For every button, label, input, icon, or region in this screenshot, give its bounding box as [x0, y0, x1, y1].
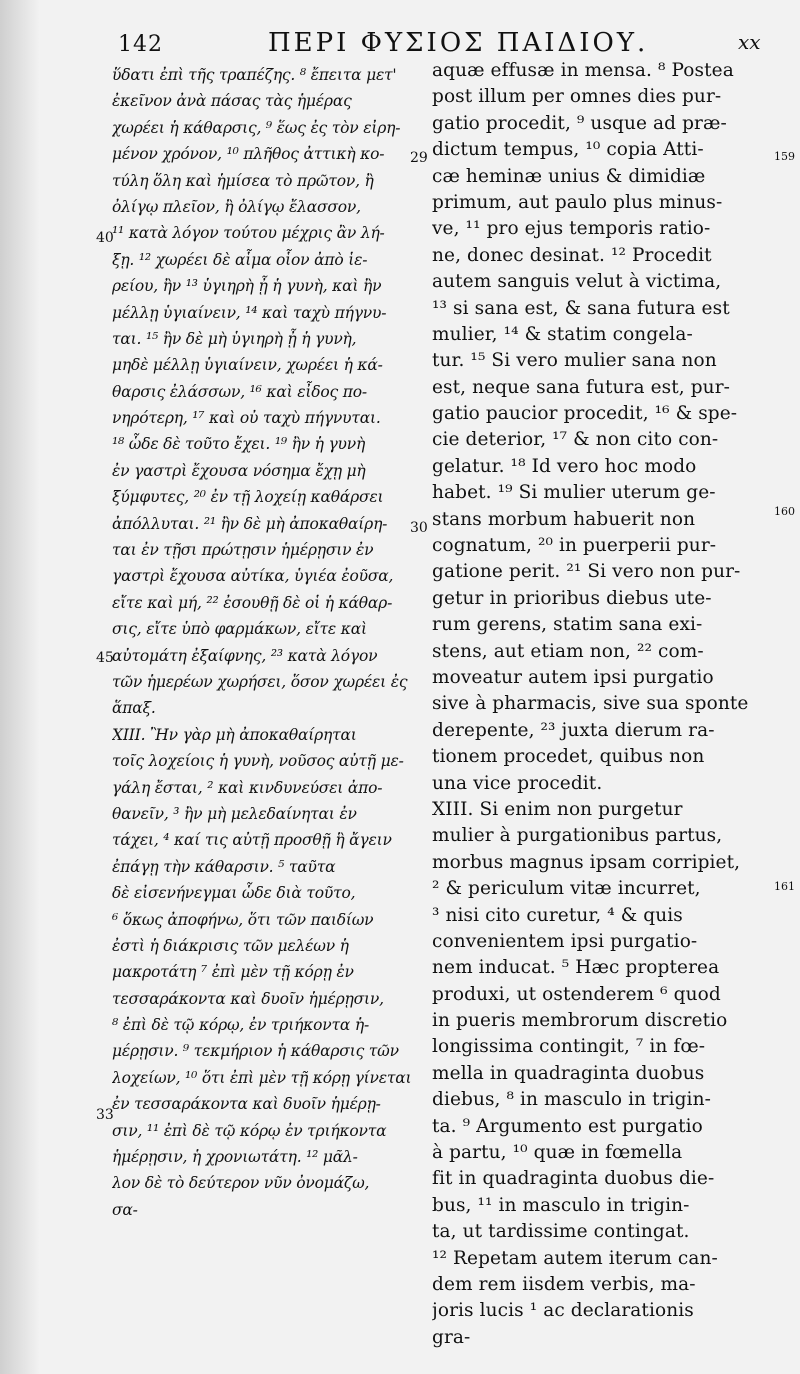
latin-text-line: ve, ¹¹ pro ejus temporis ratio- [432, 218, 711, 240]
latin-text-line: gatio procedit, ⁹ usque ad præ- [432, 112, 727, 134]
latin-text-line: rum gerens, statim sana exi- [432, 614, 703, 636]
greek-text-line: ⁶ ὅκως ἀποφήνω, ὅτι τῶν παιδίων [112, 910, 374, 929]
latin-text-column [432, 58, 772, 1351]
latin-text-line: convenientem ipsi purgatio- [432, 930, 698, 952]
latin-text-line: joris lucis ¹ ac declarationis [432, 1300, 694, 1322]
greek-text-line: τύλη ὅλη καὶ ἡμίσεα τὸ πρῶτον, ἢ [112, 171, 374, 190]
greek-text-line: γάλη ἔσται, ² καὶ κινδυνεύσει ἀπο- [112, 778, 383, 797]
latin-text-line: ta, ut tardissime contingat. [432, 1221, 690, 1243]
latin-text-line: cognatum, ²⁰ in puerperii pur- [432, 535, 717, 557]
latin-text-line: ¹² Repetam autem iterum can- [432, 1247, 718, 1269]
line-number-right: 159 [774, 150, 795, 163]
greek-text-line: θανεῖν, ³ ἢν μὴ μελεδαίνηται ἐν [112, 804, 357, 823]
greek-text-line: λοχείων, ¹⁰ ὅτι ἐπὶ μὲν τῇ κόρῃ γίνεται [112, 1068, 412, 1087]
greek-text-line: ται. ¹⁵ ἢν δὲ μὴ ὑγιηρὴ ᾖ ἡ γυνὴ, [112, 329, 357, 348]
latin-text-line: tur. ¹⁵ Si vero mulier sana non [432, 350, 717, 372]
greek-text-line: χωρέει ἡ κάθαρσις, ⁹ ἕως ἐς τὸν εἰρη- [112, 118, 401, 137]
greek-text-line: γαστρὶ ἔχουσα αὐτίκα, ὑγιέα ἐοῦσα, [112, 567, 394, 586]
greek-text-line: ἡμέρῃσιν, ἡ χρονιωτάτη. ¹² μᾶλ- [112, 1148, 358, 1167]
greek-text-line: νηρότερη, ¹⁷ καὶ οὐ ταχὺ πήγνυται. [112, 409, 381, 428]
greek-text-line: τάχει, ⁴ καί τις αὐτῇ προσθῇ ἣ ἄγειν [112, 831, 392, 850]
line-number-right: 161 [774, 880, 795, 893]
greek-text-line: ξῃ. ¹² χωρέει δὲ αἷμα οἷον ἀπὸ ἱε- [112, 250, 368, 269]
line-number-middle: 30 [410, 520, 428, 536]
greek-text-line: αὐτομάτη ἐξαίφνης, ²³ κατὰ λόγον [112, 646, 378, 665]
greek-text-line: σα- [112, 1200, 138, 1219]
latin-text-line: moveatur autem ipsi purgatio [432, 666, 714, 688]
line-number-left: 33 [96, 1107, 114, 1123]
page-number: 142 [118, 32, 163, 57]
latin-text-line: gra- [432, 1326, 471, 1348]
latin-text-line: getur in prioribus diebus ute- [432, 587, 712, 609]
latin-text-line: diebus, ⁸ in masculo in trigin- [432, 1089, 711, 1111]
line-number-right: 160 [774, 505, 795, 518]
latin-text-line: dictum tempus, ¹⁰ copia Atti- [432, 139, 704, 161]
latin-text-line: longissima contingit, ⁷ in fœ- [432, 1036, 706, 1058]
latin-text-line: autem sanguis velut à victima, [432, 271, 722, 293]
greek-text-line: εἴτε καὶ μή, ²² ἐσουθῇ δὲ οἱ ἡ κάθαρ- [112, 593, 393, 612]
latin-text-line: mella in quadraginta duobus [432, 1062, 705, 1084]
latin-text-line: cie deterior, ¹⁷ & non cito con- [432, 429, 719, 451]
signature-mark: xx [738, 30, 761, 54]
latin-text-line: gatio paucior procedit, ¹⁶ & spe- [432, 403, 738, 425]
greek-text-line: ρείου, ἢν ¹³ ὑγιηρὴ ᾖ ἡ γυνὴ, καὶ ἢν [112, 277, 382, 296]
greek-text-line: μηδὲ μέλλῃ ὑγιαίνειν, χωρέει ἡ κά- [112, 356, 383, 375]
greek-text-line: τεσσαράκοντα καὶ δυοῖν ἡμέρῃσιν, [112, 989, 384, 1008]
latin-text-line: habet. ¹⁹ Si mulier uterum ge- [432, 482, 716, 504]
latin-text-line: ³ nisi cito curetur, ⁴ & quis [432, 904, 683, 926]
latin-text-line: est, neque sana futura est, pur- [432, 376, 730, 398]
greek-text-line: σιν, ¹¹ ἐπὶ δὲ τῷ κόρῳ ἐν τριήκοντα [112, 1121, 387, 1140]
greek-text-line: ξύμφυτες, ²⁰ ἐν τῇ λοχείῃ καθάρσει [112, 488, 384, 507]
latin-text-line: sive à pharmacis, sive sua sponte [432, 693, 749, 715]
latin-text-line: fit in quadraginta duobus die- [432, 1168, 715, 1190]
latin-text-line: aquæ effusæ in mensa. ⁸ Postea [432, 60, 734, 81]
greek-text-line: ἐστὶ ἡ διάκρισις τῶν μελέων ἡ [112, 936, 349, 955]
greek-text-line: ἀπόλλυται. ²¹ ἢν δὲ μὴ ἀποκαθαίρη- [112, 514, 388, 533]
greek-text-column [112, 62, 422, 1223]
greek-text-line: θαρσις ἐλάσσων, ¹⁶ καὶ εἶδος πο- [112, 382, 367, 401]
greek-text-line: μακροτάτη ⁷ ἐπὶ μὲν τῇ κόρῃ ἐν [112, 963, 354, 982]
line-number-middle: 29 [410, 150, 428, 166]
latin-text-line: tionem procedet, quibus non [432, 746, 705, 768]
greek-text-line: τοῖς λοχείοις ἡ γυνὴ, νοῦσος αὐτῇ με- [112, 752, 404, 771]
latin-text-line: nem inducat. ⁵ Hæc propterea [432, 957, 720, 979]
greek-text-line: ἐπάγῃ τὴν κάθαρσιν. ⁵ ταῦτα [112, 857, 336, 876]
latin-text-line: stens, aut etiam non, ²² com- [432, 640, 704, 662]
line-number-left: 40 [96, 230, 114, 246]
latin-text-line: in pueris membrorum discretio [432, 1010, 728, 1032]
greek-text-line: ¹¹ κατὰ λόγον τούτου μέχρις ἂν λή- [112, 224, 385, 243]
greek-text-line: ⁸ ἐπὶ δὲ τῷ κόρῳ, ἐν τριήκοντα ἡ- [112, 1016, 369, 1035]
greek-text-line: σις, εἴτε ὑπὸ φαρμάκων, εἴτε καὶ [112, 620, 367, 639]
latin-text-line: ta. ⁹ Argumento est purgatio [432, 1115, 703, 1137]
latin-text-line: bus, ¹¹ in masculo in trigin- [432, 1194, 690, 1216]
latin-text-line: cæ heminæ unius & dimidiæ [432, 165, 706, 187]
latin-text-line: dem rem iisdem verbis, ma- [432, 1273, 696, 1295]
greek-text-line: ὕδατι ἐπὶ τῆς τραπέζης. ⁸ ἔπειτα μετ' [112, 66, 397, 84]
latin-text-line: ¹³ si sana est, & sana futura est [432, 297, 730, 319]
latin-text-line: mulier, ¹⁴ & statim congela- [432, 323, 693, 345]
greek-text-line: ἐν τεσσαράκοντα καὶ δυοῖν ἡμέρῃ- [112, 1095, 381, 1114]
latin-text-line: mulier à purgationibus partus, [432, 825, 723, 847]
greek-text-line: μέλλῃ ὑγιαίνειν, ¹⁴ καὶ ταχὺ πήγνυ- [112, 303, 387, 322]
greek-text-line: ἐν γαστρὶ ἔχουσα νόσημα ἔχῃ μὴ [112, 461, 366, 480]
greek-text-line: ¹⁸ ὧδε δὲ τοῦτο ἔχει. ¹⁹ ἢν ἡ γυνὴ [112, 435, 366, 454]
line-number-left: 45 [96, 650, 114, 666]
running-title: ΠΕΡΙ ΦΥΣΙΟΣ ΠΑΙΔΙΟΥ. [268, 28, 649, 58]
latin-text-line: à partu, ¹⁰ quæ in fœmella [432, 1142, 683, 1164]
greek-text-line: μένον χρόνον, ¹⁰ πλῆθος ἀττικὴ κο- [112, 145, 385, 164]
greek-text-line: ἐκεῖνον ἀνὰ πάσας τὰς ἡμέρας [112, 92, 352, 111]
latin-text-line: morbus magnus ipsam corripiet, [432, 851, 741, 873]
greek-text-line: τῶν ἡμερέων χωρήσει, ὅσον χωρέει ἐς [112, 672, 408, 691]
latin-text-line: ne, donec desinat. ¹² Procedit [432, 244, 712, 266]
latin-text-line: primum, aut paulo plus minus- [432, 191, 723, 213]
greek-text-line: XIII. Ἢν γὰρ μὴ ἀποκαθαίρηται [112, 725, 357, 744]
greek-text-line: λον δὲ τὸ δεύτερον νῦν ὀνομάζω, [112, 1174, 370, 1193]
latin-text-line: gelatur. ¹⁸ Id vero hoc modo [432, 455, 697, 477]
latin-text-line: derepente, ²³ juxta dierum ra- [432, 719, 715, 741]
latin-text-line: XIII. Si enim non purgetur [432, 798, 683, 820]
greek-text-line: ἅπαξ. [112, 699, 156, 718]
latin-text-line: post illum per omnes dies pur- [432, 86, 722, 108]
greek-text-line: ὀλίγῳ πλεῖον, ἢ ὀλίγῳ ἔλασσον, [112, 197, 361, 216]
latin-text-line: produxi, ut ostenderem ⁶ quod [432, 983, 721, 1005]
latin-text-line: una vice procedit. [432, 772, 603, 794]
greek-text-line: ται ἐν τῇσι πρώτῃσιν ἡμέρῃσιν ἐν [112, 541, 374, 560]
greek-text-line: μέρῃσιν. ⁹ τεκμήριον ἡ κάθαρσις τῶν [112, 1042, 399, 1061]
latin-text-line: ² & periculum vitæ incurret, [432, 878, 701, 900]
page-header [0, 22, 800, 62]
spine-shadow [0, 0, 40, 1374]
latin-text-line: gatione perit. ²¹ Si vero non pur- [432, 561, 741, 583]
latin-text-line: stans morbum habuerit non [432, 508, 696, 530]
greek-text-line: δὲ εἰσενήνεγμαι ὧδε διὰ τοῦτο, [112, 884, 356, 903]
